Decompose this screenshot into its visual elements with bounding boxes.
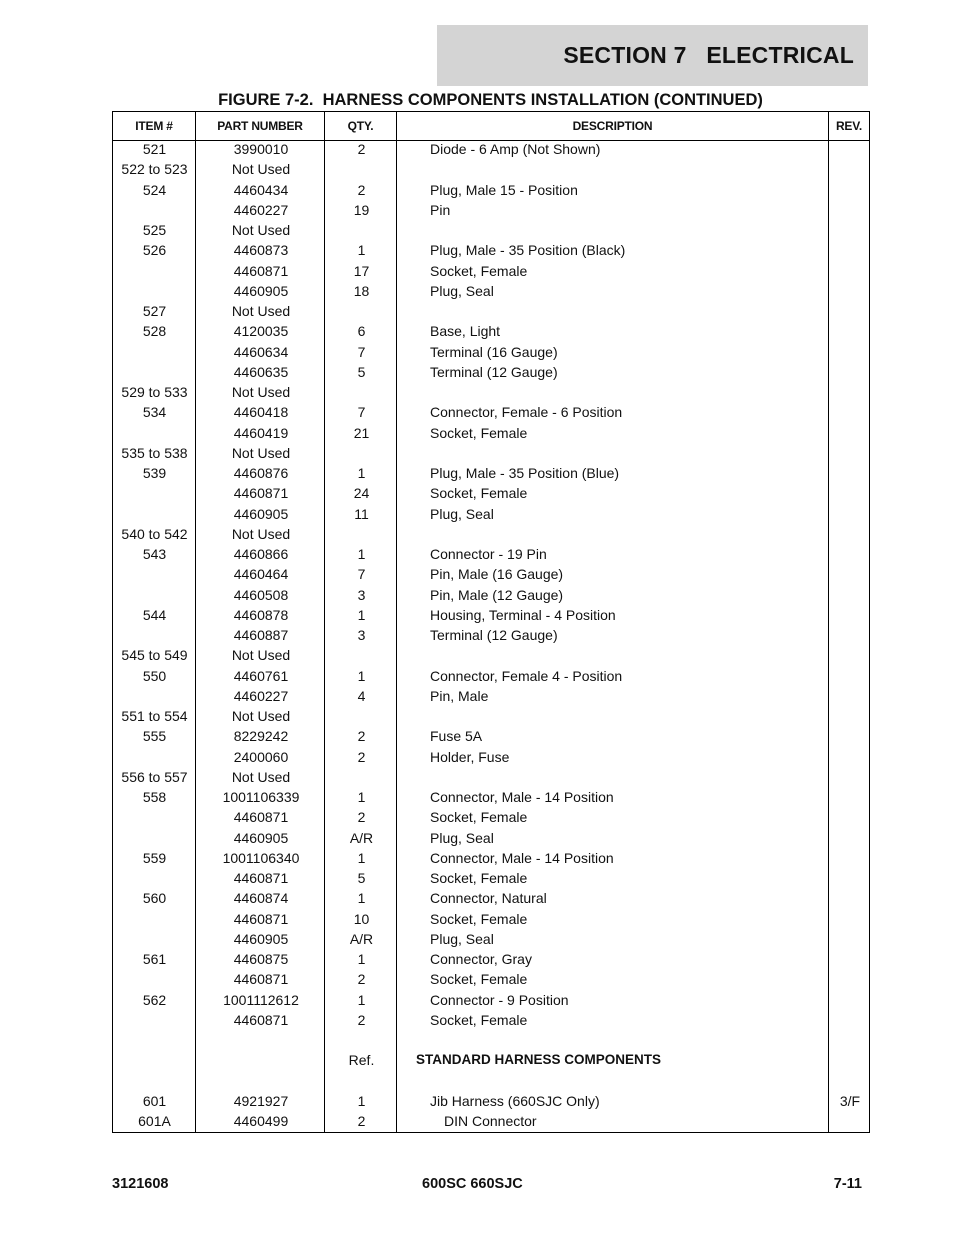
description-cell: Terminal (16 Gauge) — [430, 343, 558, 360]
quantity-cell: 7 — [357, 404, 366, 421]
part-number-cell: 4460761 — [233, 667, 289, 684]
quantity-cell: 1 — [357, 667, 366, 684]
quantity-cell: 2 — [357, 809, 366, 826]
item-number-cell: 545 to 549 — [121, 647, 188, 664]
description-cell: Connector, Natural — [430, 890, 547, 907]
item-number-cell: 561 — [142, 951, 167, 967]
part-number-cell: Not Used — [231, 384, 291, 400]
quantity-cell: 3 — [357, 627, 366, 643]
description-cell: Connector, Male - 14 Position — [430, 789, 614, 805]
table-row — [113, 1111, 869, 1131]
item-number-cell: 526 — [142, 242, 167, 259]
table-row — [113, 281, 869, 301]
table-row — [113, 342, 869, 362]
quantity-cell: 19 — [353, 201, 370, 218]
item-number-cell: 529 to 533 — [121, 384, 188, 400]
header-item-number: ITEM # — [135, 119, 173, 133]
part-number-cell: Not Used — [231, 525, 291, 542]
table-row — [113, 686, 869, 706]
description-cell: Socket, Female — [430, 971, 528, 988]
table-row — [113, 564, 869, 584]
part-number-cell: 1001106339 — [222, 789, 300, 805]
part-number-cell: 4460499 — [233, 1113, 289, 1129]
table-row — [113, 949, 869, 969]
table-row — [113, 888, 869, 908]
quantity-cell: 17 — [353, 262, 370, 279]
header-part-number: PART NUMBER — [217, 119, 303, 133]
quantity-cell: 10 — [353, 910, 370, 927]
quantity-cell: 24 — [353, 485, 370, 502]
quantity-cell: 2 — [357, 748, 366, 765]
quantity-cell: 1 — [357, 849, 366, 866]
item-number-cell: 601 — [142, 1092, 167, 1109]
description-cell: Plug, Seal — [430, 930, 494, 947]
description-cell: Socket, Female — [430, 870, 528, 886]
table-row — [113, 1010, 869, 1030]
item-number-cell: 555 — [142, 728, 167, 745]
item-number-cell: 528 — [142, 323, 167, 340]
section-banner — [437, 25, 868, 86]
description-cell: Socket, Female — [430, 809, 528, 826]
part-number-cell: 4460866 — [233, 546, 289, 562]
part-number-cell: 1001106340 — [222, 849, 300, 866]
part-number-cell: 2400060 — [233, 748, 289, 765]
description-cell: Plug, Seal — [430, 505, 494, 522]
part-number-cell: 4460871 — [233, 262, 289, 279]
description-cell: Socket, Female — [430, 910, 528, 927]
table-row — [113, 909, 869, 929]
table-row — [113, 180, 869, 200]
description-cell: Terminal (12 Gauge) — [430, 363, 558, 380]
description-cell: Socket, Female — [430, 1011, 528, 1028]
item-number-cell: 562 — [142, 991, 167, 1008]
table-row — [113, 483, 869, 503]
table-row — [113, 1091, 869, 1111]
table-row — [113, 828, 869, 848]
table-row — [113, 868, 869, 888]
table-row — [113, 159, 869, 179]
part-number-cell: Not Used — [231, 444, 291, 461]
part-number-cell: 4460878 — [233, 606, 289, 623]
quantity-cell: 1 — [357, 890, 366, 907]
quantity-cell: 2 — [357, 1113, 366, 1129]
quantity-cell: 18 — [353, 282, 370, 299]
part-number-cell: Not Used — [231, 768, 291, 785]
quantity-cell: 2 — [357, 181, 366, 198]
quantity-cell: 1 — [357, 951, 366, 967]
table-row — [113, 382, 869, 402]
part-number-cell: 4460905 — [233, 505, 289, 522]
description-cell: Connector, Male - 14 Position — [430, 849, 614, 866]
quantity-cell: 1 — [357, 789, 366, 805]
part-number-cell: 4460905 — [233, 829, 289, 846]
quantity-cell: 1 — [357, 991, 366, 1008]
part-number-cell: Not Used — [231, 222, 291, 238]
table-row — [113, 787, 869, 807]
part-number-cell: 4460227 — [233, 687, 289, 704]
table-row — [113, 240, 869, 260]
item-number-cell: 525 — [142, 222, 167, 238]
table-row — [113, 848, 869, 868]
table-row — [113, 585, 869, 605]
table-row — [113, 463, 869, 483]
quantity-cell: 2 — [357, 971, 366, 988]
part-number-cell: 1001112612 — [223, 991, 299, 1008]
table-row — [113, 645, 869, 665]
part-number-cell: 4460871 — [233, 1011, 289, 1028]
quantity-cell: 21 — [353, 424, 370, 441]
table-row — [113, 301, 869, 321]
quantity-cell: 1 — [357, 546, 366, 562]
item-number-cell: 556 to 557 — [121, 768, 188, 785]
table-row — [113, 969, 869, 989]
description-cell: Housing, Terminal - 4 Position — [430, 606, 616, 623]
table-row — [113, 726, 869, 746]
table-row — [113, 747, 869, 767]
model-numbers: 600SC 660SJC — [422, 1176, 523, 1192]
item-number-cell: 558 — [142, 789, 167, 805]
description-cell: Terminal (12 Gauge) — [430, 627, 558, 643]
item-number-cell: 522 to 523 — [121, 161, 188, 178]
document-number: 3121608 — [112, 1176, 169, 1192]
part-number-cell: 4460419 — [233, 424, 289, 441]
description-cell: Pin, Male — [430, 687, 489, 704]
header-quantity: QTY. — [347, 119, 374, 133]
item-number-cell: 551 to 554 — [121, 708, 188, 724]
table-row — [113, 706, 869, 726]
table-row — [113, 929, 869, 949]
description-cell: Pin, Male (12 Gauge) — [430, 586, 564, 603]
header-description: DESCRIPTION — [572, 119, 653, 133]
description-cell: Socket, Female — [430, 424, 528, 441]
part-number-cell: 4460875 — [233, 951, 289, 967]
part-number-cell: 4460887 — [233, 627, 289, 643]
table-row — [113, 666, 869, 686]
item-number-cell: 521 — [142, 141, 167, 157]
part-number-cell: Not Used — [231, 708, 291, 724]
part-number-cell: 8229242 — [233, 728, 289, 745]
table-row — [113, 1071, 869, 1091]
part-number-cell: 4460434 — [233, 181, 289, 198]
quantity-cell: 1 — [357, 465, 366, 481]
quantity-cell: 1 — [357, 1092, 366, 1109]
item-number-cell: 543 — [142, 546, 167, 562]
description-cell: Socket, Female — [430, 485, 528, 502]
table-row — [113, 544, 869, 564]
description-cell: Holder, Fuse — [430, 748, 510, 765]
part-number-cell: 4460635 — [233, 363, 289, 380]
description-cell: Plug, Seal — [430, 282, 494, 299]
description-cell: Connector, Gray — [430, 951, 532, 967]
revision-cell: 3/F — [839, 1092, 861, 1109]
table-row — [113, 362, 869, 382]
description-cell: DIN Connector — [444, 1113, 537, 1129]
table-row — [113, 625, 869, 645]
table-row — [113, 220, 869, 240]
part-number-cell: 4460874 — [233, 890, 289, 907]
quantity-cell: 5 — [357, 870, 366, 886]
item-number-cell: 535 to 538 — [121, 444, 188, 461]
part-number-cell: 4460871 — [233, 485, 289, 502]
part-number-cell: 4460871 — [233, 910, 289, 927]
part-number-cell: 4460634 — [233, 343, 289, 360]
quantity-cell: 2 — [357, 141, 366, 157]
table-row — [113, 807, 869, 827]
table-row — [113, 443, 869, 463]
quantity-cell: 7 — [357, 566, 366, 583]
part-number-cell: 4460508 — [233, 586, 289, 603]
part-number-cell: 4921927 — [233, 1092, 289, 1109]
part-number-cell: 4460871 — [233, 809, 289, 826]
quantity-cell: Ref. — [348, 1052, 375, 1069]
description-cell: Pin, Male (16 Gauge) — [430, 566, 564, 583]
part-number-cell: Not Used — [231, 161, 291, 178]
parts-table — [112, 111, 870, 1133]
part-number-cell: Not Used — [231, 647, 291, 664]
table-row — [113, 767, 869, 787]
item-number-cell: 539 — [142, 465, 167, 481]
quantity-cell: A/R — [349, 829, 374, 846]
quantity-cell: 11 — [354, 505, 369, 522]
table-row — [113, 139, 869, 159]
table-row — [113, 261, 869, 281]
part-number-cell: 4460418 — [233, 404, 289, 421]
description-cell: STANDARD HARNESS COMPONENTS — [416, 1052, 662, 1068]
table-row — [113, 1050, 869, 1070]
quantity-cell: A/R — [349, 930, 374, 947]
part-number-cell: 4460905 — [233, 930, 289, 947]
part-number-cell: 4120035 — [233, 323, 289, 340]
part-number-cell: Not Used — [231, 303, 291, 319]
part-number-cell: 4460876 — [233, 465, 289, 481]
description-cell: Plug, Seal — [430, 829, 494, 846]
table-row — [113, 200, 869, 220]
quantity-cell: 2 — [357, 1011, 366, 1028]
part-number-cell: 4460464 — [233, 566, 289, 583]
description-cell: Fuse 5A — [430, 728, 483, 745]
description-cell: Diode - 6 Amp (Not Shown) — [430, 141, 601, 157]
part-number-cell: 4460873 — [233, 242, 289, 259]
quantity-cell: 1 — [357, 606, 366, 623]
table-row — [113, 524, 869, 544]
description-cell: Connector, Female - 6 Position — [430, 404, 623, 421]
part-number-cell: 4460871 — [233, 870, 289, 886]
section-title: SECTION 7 ELECTRICAL — [563, 42, 854, 68]
part-number-cell: 4460227 — [233, 201, 289, 218]
part-number-cell: 3990010 — [233, 141, 289, 157]
item-number-cell: 540 to 542 — [121, 525, 188, 542]
description-cell: Socket, Female — [430, 262, 528, 279]
part-number-cell: 4460871 — [233, 971, 289, 988]
quantity-cell: 4 — [357, 687, 366, 704]
quantity-cell: 5 — [357, 363, 366, 380]
figure-title: FIGURE 7-2. HARNESS COMPONENTS INSTALLATION (CONTINUED) — [218, 91, 763, 109]
description-cell: Plug, Male 15 - Position — [430, 181, 578, 198]
item-number-cell: 524 — [142, 181, 167, 198]
part-number-cell: 4460905 — [233, 282, 289, 299]
table-row — [113, 990, 869, 1010]
table-row — [113, 605, 869, 625]
description-cell: Base, Light — [430, 323, 501, 340]
description-cell: Jib Harness (660SJC Only) — [430, 1092, 600, 1109]
item-number-cell: 559 — [142, 849, 167, 866]
description-cell: Pin — [430, 201, 451, 218]
quantity-cell: 6 — [357, 323, 366, 340]
table-row — [113, 402, 869, 422]
item-number-cell: 550 — [142, 667, 167, 684]
quantity-cell: 1 — [357, 242, 366, 259]
table-row — [113, 423, 869, 443]
description-cell: Plug, Male - 35 Position (Black) — [430, 242, 626, 259]
table-row — [113, 1030, 869, 1050]
item-number-cell: 527 — [142, 303, 167, 319]
description-cell: Plug, Male - 35 Position (Blue) — [430, 465, 620, 481]
description-cell: Connector - 19 Pin — [430, 546, 547, 562]
quantity-cell: 7 — [357, 343, 366, 360]
quantity-cell: 3 — [357, 586, 366, 603]
description-cell: Connector, Female 4 - Position — [430, 667, 623, 684]
item-number-cell: 560 — [142, 890, 167, 907]
quantity-cell: 2 — [357, 728, 366, 745]
page-number: 7-11 — [833, 1176, 862, 1192]
item-number-cell: 534 — [142, 404, 167, 421]
table-row — [113, 321, 869, 341]
description-cell: Connector - 9 Position — [430, 991, 569, 1008]
item-number-cell: 601A — [138, 1113, 171, 1129]
table-row — [113, 504, 869, 524]
header-revision: REV. — [835, 119, 863, 133]
item-number-cell: 544 — [142, 606, 167, 623]
